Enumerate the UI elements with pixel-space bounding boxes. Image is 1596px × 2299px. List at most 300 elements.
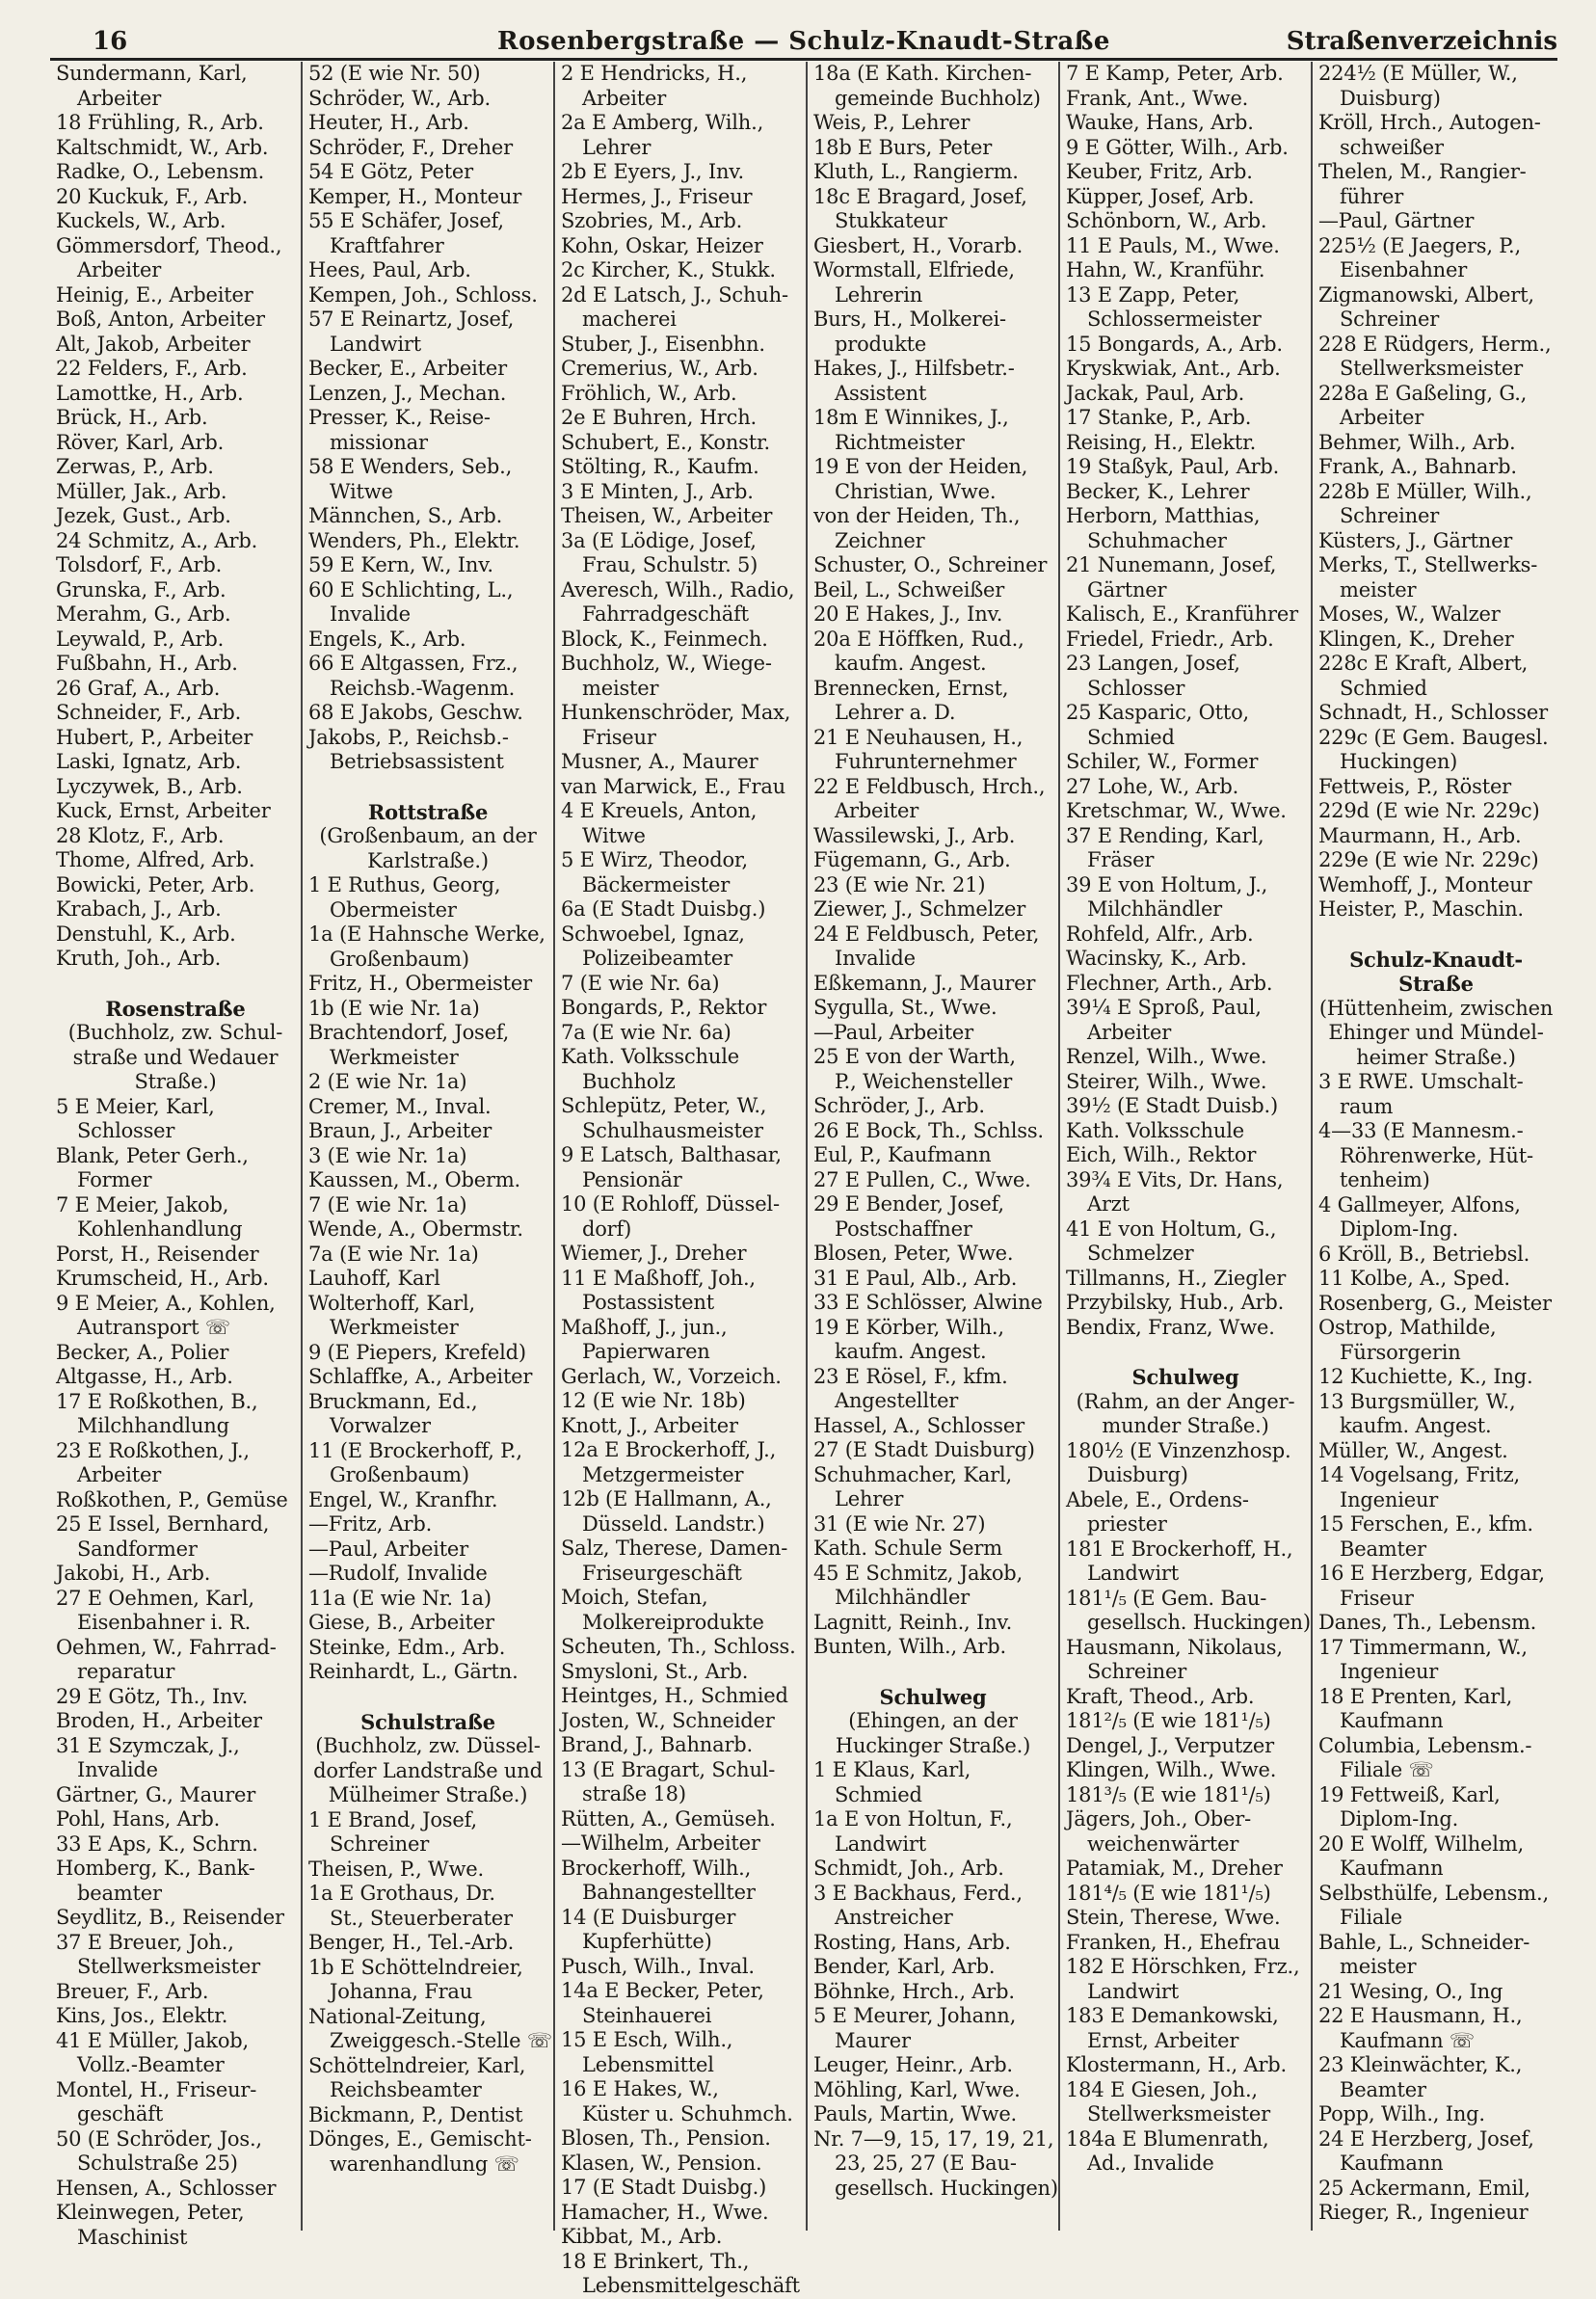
directory-line: Cremerius, W., Arb. [561, 357, 758, 380]
directory-line: Werkmeister [330, 1316, 459, 1339]
directory-line: reparatur [77, 1660, 175, 1683]
directory-line: 27 E Oehmen, Karl, [56, 1586, 254, 1610]
directory-line: priester [1087, 1512, 1167, 1536]
directory-line: Angestellter [835, 1389, 959, 1412]
directory-line: 228c E Kraft, Albert, [1318, 652, 1529, 675]
directory-line: P., Weichensteller [835, 1069, 1013, 1093]
directory-line: 13 E Zapp, Peter, [1066, 282, 1240, 307]
directory-line: 2 (E wie Nr. 1a) [308, 1070, 467, 1093]
directory-line: Przybilsky, Hub., Arb. [1066, 1291, 1285, 1314]
section-title: Straßenverzeichnis [1286, 27, 1557, 56]
column-6 [1313, 62, 1559, 2231]
directory-line: 9 E Meier, A., Kohlen, [56, 1291, 276, 1315]
directory-line: 39 E von Holtum, J., [1066, 872, 1268, 896]
directory-line: 12a E Brockerhoff, J., [561, 1438, 777, 1461]
directory-line: (Rahm, an der Anger- [1076, 1389, 1295, 1413]
directory-line: 2a E Amberg, Wilh., [561, 111, 764, 134]
directory-line: Landwirt [1087, 1979, 1180, 2003]
directory-line: beamter [77, 1881, 162, 1905]
directory-line: Heintges, H., Schmied [561, 1684, 788, 1707]
directory-line: Stellwerksmeister [77, 1955, 260, 1978]
directory-line: Schröder, F., Dreher [308, 135, 513, 159]
directory-line: Bowicki, Peter, Arb. [56, 872, 255, 896]
directory-line: Filiale ☏ [1340, 1758, 1434, 1781]
directory-line: 11 Kolbe, A., Sped. [1318, 1267, 1510, 1290]
directory-line: Assistent [835, 381, 927, 405]
directory-line: Wauke, Hans, Arb. [1066, 111, 1254, 134]
directory-line: 4 Gallmeyer, Alfons, [1318, 1192, 1521, 1216]
directory-line: Bunten, Wilh., Arb. [813, 1635, 1006, 1658]
directory-line: Großenbaum) [330, 1463, 469, 1486]
directory-line: 41 E Müller, Jakob, [56, 2028, 249, 2052]
directory-line: 26 Graf, A., Arb. [56, 676, 221, 700]
directory-line: Krabach, J., Arb. [56, 897, 222, 921]
directory-line: Eisenbahner [1340, 258, 1468, 281]
directory-line: Duisburg) [1340, 86, 1441, 110]
directory-line: Huckingen) [1340, 750, 1458, 773]
directory-line: —Paul, Gärtner [1318, 209, 1475, 232]
directory-line: 24 Schmitz, A., Arb. [56, 528, 258, 552]
directory-line: 20 Kuckuk, F., Arb. [56, 184, 249, 208]
directory-line: Columbia, Lebensm.- [1318, 1733, 1532, 1757]
directory-line: 7a (E wie Nr. 6a) [561, 1020, 732, 1044]
directory-line: Steinke, Edm., Arb. [308, 1635, 506, 1659]
directory-line: Männchen, S., Arb. [308, 504, 503, 527]
directory-line: Steirer, Wilh., Wwe. [1066, 1069, 1267, 1093]
directory-line: Brennecken, Ernst, [813, 676, 1009, 700]
directory-line: Kraftfahrer [330, 233, 444, 257]
directory-line: 1 E Ruthus, Georg, [308, 873, 501, 896]
directory-line: Hamacher, H., Wwe. [561, 2200, 769, 2224]
directory-line: 7 E Kamp, Peter, Arb. [1066, 62, 1284, 85]
directory-line: Eich, Wilh., Rektor [1066, 1143, 1257, 1166]
directory-line: Kaufmann [1340, 1857, 1444, 1880]
directory-line: 2d E Latsch, J., Schuh- [561, 282, 788, 307]
directory-line: 19 Fettweiß, Karl, [1318, 1782, 1501, 1806]
directory-line: Zweiggesch.-Stelle ☏ [330, 2029, 552, 2052]
directory-line: führer [1340, 184, 1404, 208]
directory-line: Landwirt [1087, 1562, 1180, 1585]
directory-line: Hassel, A., Schlosser [813, 1413, 1024, 1437]
directory-line: meister [582, 676, 659, 700]
directory-line: (Buchholz, zw. Schul- [67, 1021, 283, 1044]
directory-line: 183 E Demankowski, [1066, 2004, 1279, 2027]
directory-line: Klasen, W., Pension. [561, 2151, 762, 2175]
directory-line: Szobries, M., Arb. [561, 209, 743, 232]
directory-line: 31 E Paul, Alb., Arb. [813, 1266, 1018, 1290]
directory-line: macherei [582, 307, 677, 331]
directory-line: Christian, Wwe. [835, 479, 997, 503]
directory-line: Brockerhoff, Wilh., [561, 1856, 752, 1880]
directory-line: Weis, P., Lehrer [813, 111, 971, 134]
directory-line: Kath. Schule Serm [813, 1537, 1002, 1560]
directory-line: Musner, A., Maurer [561, 750, 758, 773]
directory-line: Ingenieur [1340, 1660, 1439, 1683]
directory-line: Milchhandlung [77, 1414, 229, 1437]
directory-line: 181⁴/₅ (E wie 181¹/₅) [1066, 1881, 1271, 1905]
directory-line: Brachtendorf, Josef, [308, 1021, 510, 1044]
directory-line: Stein, Therese, Wwe. [1066, 1906, 1281, 1929]
directory-line: —Paul, Arbeiter [813, 1020, 973, 1044]
directory-line: Hees, Paul, Arb. [308, 258, 471, 281]
directory-line: 1 E Brand, Josef, [308, 1807, 477, 1831]
directory-line: 41 E von Holtum, G., [1066, 1216, 1277, 1241]
directory-line: Friseur [1340, 1586, 1414, 1610]
directory-line: 39¾ E Vits, Dr. Hans, [1066, 1167, 1284, 1191]
directory-line: Pohl, Hans, Arb. [56, 1807, 221, 1831]
directory-line: 23 Kleinwächter, K., [1318, 2053, 1523, 2076]
directory-line: Klingen, K., Dreher [1318, 627, 1514, 651]
directory-line: Schneider, F., Arb. [56, 701, 242, 724]
directory-line: Schiler, W., Former [1066, 750, 1259, 773]
directory-line: Stellwerksmeister [1087, 2102, 1270, 2125]
directory-line: Stellwerksmeister [1340, 357, 1523, 380]
directory-line: Giese, B., Arbeiter [308, 1611, 494, 1634]
directory-line: Röver, Karl, Arb. [56, 430, 225, 454]
directory-line: (Hüttenheim, zwischen [1318, 996, 1554, 1020]
directory-line: Friseur [582, 725, 656, 749]
directory-line: Block, K., Feinmech. [561, 627, 768, 651]
directory-line: Grunska, F., Arb. [56, 577, 226, 601]
directory-line: Becker, A., Polier [56, 1340, 229, 1364]
directory-line: Scheuten, Th., Schloss. [561, 1635, 796, 1658]
directory-line: Fahrradgeschäft [582, 602, 749, 626]
directory-line: Maurmann, H., Arb. [1318, 823, 1522, 847]
directory-line: Kupferhütte) [582, 1930, 712, 1953]
directory-line: schweißer [1340, 135, 1444, 159]
directory-line: 26 E Bock, Th., Schlss. [813, 1118, 1044, 1142]
directory-line: Kleinwegen, Peter, [56, 2201, 245, 2224]
directory-line: 21 E Neuhausen, H., [813, 725, 1024, 749]
directory-line: Stölting, R., Kaufm. [561, 455, 759, 478]
directory-line: 23, 25, 27 (E Bau- [835, 2152, 1017, 2175]
directory-line: Rohfeld, Alfr., Arb. [1066, 922, 1254, 946]
directory-line: 29 E Bender, Josef, [813, 1192, 1004, 1216]
directory-line: 12b (E Hallmann, A., [561, 1487, 772, 1510]
directory-line: Küpper, Josef, Arb. [1066, 184, 1255, 208]
directory-line: Benger, H., Tel.-Arb. [308, 1931, 515, 1954]
directory-line: 15 Bongards, A., Arb. [1066, 332, 1283, 356]
directory-line: Hakes, J., Hilfsbetr.- [813, 357, 1015, 380]
directory-line: Ziewer, J., Schmelzer [813, 897, 1026, 921]
directory-line: kaufm. Angest. [835, 1340, 987, 1363]
directory-line: 22 E Feldbusch, Hrch., [813, 774, 1046, 798]
directory-line: Alt, Jakob, Arbeiter [56, 332, 251, 356]
directory-line: Straße.) [134, 1070, 217, 1093]
street-heading: Schulweg [1131, 1365, 1239, 1389]
directory-line: Kluth, L., Rangierm. [813, 160, 1019, 183]
directory-line: 13 Burgsmüller, W., [1318, 1389, 1516, 1413]
directory-line: Franken, H., Ehefrau [1066, 1930, 1281, 1954]
directory-line: Maßhoff, J., jun., [561, 1315, 728, 1339]
directory-line: 1b E Schöttelndreier, [308, 1955, 523, 1979]
directory-line: 33 E Schlösser, Alwine [813, 1291, 1043, 1314]
directory-line: 20 E Hakes, J., Inv. [813, 602, 1003, 626]
directory-line: Kretschmar, W., Wwe. [1066, 799, 1287, 822]
directory-line: 224½ (E Müller, W., [1318, 62, 1518, 85]
directory-line: Fräser [1087, 848, 1155, 871]
directory-line: 11 E Maßhoff, Joh., [561, 1266, 756, 1290]
directory-line: Postassistent [582, 1291, 714, 1314]
directory-line: 3a (E Lödige, Josef, [561, 528, 757, 552]
directory-line: 184 E Giesen, Joh., [1066, 2077, 1258, 2101]
directory-line: Invalide [330, 602, 411, 626]
directory-line: gesellsch. Huckingen) [1087, 1611, 1311, 1634]
directory-line: Landwirt [835, 1831, 927, 1856]
directory-line: 45 E Schmitz, Jakob, [813, 1561, 1023, 1585]
directory-line: 20 E Wolff, Wilhelm, [1318, 1831, 1524, 1856]
directory-line: Schulhausmeister [582, 1118, 763, 1142]
directory-line: Milchhändler [1087, 897, 1223, 921]
directory-line: Patamiak, M., Dreher [1066, 1857, 1283, 1880]
directory-line: Lehrer [582, 135, 652, 159]
directory-line: Frank, A., Bahnarb. [1318, 455, 1517, 478]
directory-line: Frau, Schulstr. 5) [582, 553, 758, 576]
directory-line: 20a E Höffken, Rud., [813, 627, 1024, 651]
directory-line: 25 Ackermann, Emil, [1318, 2176, 1530, 2200]
directory-line: Schönborn, W., Arb. [1066, 209, 1267, 232]
directory-line: Behmer, Wilh., Arb. [1318, 430, 1516, 454]
directory-line: Montel, H., Friseur- [56, 2077, 257, 2101]
directory-line: Thelen, M., Rangier- [1318, 160, 1527, 183]
directory-line: 17 E Roßkothen, B., [56, 1389, 258, 1413]
directory-line: Kaufmann ☏ [1340, 2028, 1475, 2052]
directory-line: geschäft [77, 2102, 164, 2125]
directory-line: 18b E Burs, Peter [813, 135, 993, 159]
directory-line: 11 (E Brockerhoff, P., [308, 1438, 522, 1462]
directory-line: 17 Timmermann, W., [1318, 1635, 1528, 1659]
directory-line: 228 E Rüdgers, Herm., [1318, 332, 1552, 356]
directory-line: Lehrer [835, 1487, 904, 1510]
directory-line: 28 Klotz, F., Arb. [56, 823, 225, 847]
directory-line: Gärtner [1087, 577, 1167, 601]
directory-line: Fügemann, G., Arb. [813, 848, 1011, 871]
directory-line: Seydlitz, B., Reisender [56, 1906, 284, 1929]
directory-line: 181 E Brockerhoff, H., [1066, 1537, 1293, 1561]
directory-line: Metzgermeister [582, 1462, 744, 1486]
directory-line: 3 E Minten, J., Arb. [561, 479, 754, 503]
directory-line: Rosting, Hans, Arb. [813, 1930, 1011, 1954]
directory-line: Leywald, P., Arb. [56, 627, 225, 651]
directory-line: Lehrer a. D. [835, 701, 956, 724]
directory-line: Altgasse, H., Arb. [56, 1365, 233, 1388]
directory-line: 18 E Prenten, Karl, [1318, 1684, 1513, 1708]
directory-line: Oehmen, W., Fahrrad- [56, 1635, 277, 1659]
directory-line: Böhnke, Hrch., Arb. [813, 1979, 1015, 2003]
directory-line: warenhandlung ☏ [330, 2152, 519, 2176]
directory-line: 7a (E wie Nr. 1a) [308, 1242, 479, 1266]
directory-line: Kemper, H., Monteur [308, 184, 522, 208]
directory-line: 15 E Esch, Wilh., [561, 2028, 733, 2051]
directory-line: Anstreicher [835, 1906, 953, 1929]
columns [50, 62, 1559, 2297]
directory-line: Fuhrunternehmer [835, 750, 1017, 773]
directory-line: 23 E Rösel, F., kfm. [813, 1364, 1008, 1388]
directory-line: 58 E Wenders, Seb., [308, 455, 513, 478]
directory-line: Beamter [1340, 1537, 1426, 1561]
directory-line: Ernst, Arbeiter [1087, 2028, 1239, 2052]
directory-line: kaufm. Angest. [835, 652, 987, 675]
directory-line: 33 E Aps, K., Schrn. [56, 1831, 258, 1856]
directory-line: Gärtner, G., Maurer [56, 1782, 256, 1806]
page-title: Rosenbergstraße — Schulz-Knaudt-Straße [497, 27, 1110, 56]
directory-line: Reising, H., Elektr. [1066, 430, 1257, 454]
directory-line: Schwoebel, Ignaz, [561, 922, 745, 946]
directory-line: Karlstraße.) [367, 848, 489, 872]
directory-line: Schmidt, Joh., Arb. [813, 1857, 1004, 1880]
directory-line: 181²/₅ (E wie 181¹/₅) [1066, 1709, 1271, 1732]
directory-line: 37 E Breuer, Joh., [56, 1930, 234, 1954]
directory-line: Burs, H., Molkerei- [813, 307, 1006, 331]
directory-line: Schreiner [1087, 1660, 1187, 1683]
street-heading: Schulz-Knaudt- [1349, 947, 1523, 972]
directory-line: Schuhmacher [1087, 528, 1227, 552]
directory-line: Keuber, Fritz, Arb. [1066, 160, 1253, 183]
directory-line: Homberg, K., Bank- [56, 1857, 255, 1880]
directory-line: Hahn, W., Kranführ. [1066, 258, 1265, 281]
directory-line: Buchholz, W., Wiege- [561, 652, 772, 675]
directory-line: 9 (E Piepers, Krefeld) [308, 1340, 526, 1364]
directory-line: Bender, Karl, Arb. [813, 1955, 996, 1978]
directory-line: Arbeiter [1340, 406, 1424, 429]
directory-line: 7 (E wie Nr. 6a) [561, 971, 720, 995]
directory-line: Rütten, A., Gemüseh. [561, 1806, 776, 1831]
directory-line: 18m E Winnikes, J., [813, 406, 1009, 429]
directory-line: 13 (E Bragart, Schul- [561, 1757, 776, 1781]
directory-line: Abele, E., Ordens- [1066, 1487, 1249, 1511]
directory-line: 22 Felders, F., Arb. [56, 357, 248, 380]
directory-line: Arbeiter [77, 258, 162, 281]
directory-line: Hunkenschröder, Max, [561, 701, 791, 724]
directory-line: Jakobs, P., Reichsb.- [308, 725, 509, 749]
directory-line: Bongards, P., Rektor [561, 996, 767, 1019]
directory-line: 14a E Becker, Peter, [561, 1979, 764, 2002]
directory-line: Obermeister [330, 897, 457, 922]
directory-line: Kibbat, M., Arb. [561, 2225, 723, 2248]
directory-line: Küster u. Schuhmch. [582, 2101, 793, 2125]
directory-line: Bendix, Franz, Wwe. [1066, 1315, 1275, 1339]
directory-line: 16 E Herzberg, Edgar, [1318, 1562, 1545, 1585]
directory-line: 12 (E wie Nr. 18b) [561, 1389, 746, 1412]
directory-line: Engels, K., Arb. [308, 627, 466, 651]
directory-line: 39½ (E Stadt Duisb.) [1066, 1094, 1279, 1117]
street-heading: Straße [1398, 972, 1474, 996]
directory-line: Knott, J., Arbeiter [561, 1413, 738, 1437]
spacer [1318, 922, 1554, 948]
directory-line: Zeichner [835, 528, 925, 552]
directory-line: Schöttelndreier, Karl, [308, 2053, 526, 2077]
column-4 [808, 62, 1060, 2231]
directory-line: Ingenieur [1340, 1487, 1439, 1511]
directory-line: 12 Kuchiette, K., Ing. [1318, 1365, 1533, 1388]
directory-line: Zigmanowski, Albert, [1318, 282, 1534, 307]
directory-line: Josten, W., Schneider [561, 1708, 775, 1732]
directory-line: gemeinde Buchholz) [835, 86, 1041, 110]
directory-line: Jakobi, H., Arb. [56, 1562, 211, 1585]
directory-line: Müller, W., Angest. [1318, 1438, 1508, 1462]
directory-line: Moich, Stefan, [561, 1586, 708, 1609]
directory-line: Danes, Th., Lebensm. [1318, 1611, 1537, 1634]
directory-line: Averesch, Wilh., Radio, [561, 577, 795, 601]
directory-line: Eul, P., Kaufmann [813, 1143, 992, 1166]
directory-line: Herborn, Matthias, [1066, 504, 1261, 527]
directory-line: Witwe [330, 479, 393, 503]
directory-line: Betriebsassistent [330, 750, 504, 773]
directory-line: Molkereiprodukte [582, 1610, 764, 1634]
directory-line: 66 E Altgassen, Frz., [308, 652, 519, 675]
directory-line: Brück, H., Arb. [56, 406, 208, 429]
directory-line: Schröder, J., Arb. [813, 1094, 985, 1117]
directory-line: Arbeiter [77, 1463, 162, 1486]
directory-line: 27 E Pullen, C., Wwe. [813, 1167, 1031, 1191]
directory-line: Gerlach, W., Vorzeich. [561, 1364, 782, 1388]
directory-line: Lagnitt, Reinh., Inv. [813, 1610, 1013, 1634]
directory-line: Wemhoff, J., Monteur [1318, 872, 1532, 896]
directory-line: Reichsbeamter [330, 2078, 482, 2101]
directory-line: Presser, K., Reise- [308, 406, 491, 429]
directory-line: Landwirt [330, 332, 422, 356]
directory-line: 182 E Hörschken, Frz., [1066, 1955, 1300, 1978]
directory-line: 24 E Feldbusch, Peter, [813, 922, 1040, 946]
directory-line: Engel, W., Kranfhr. [308, 1487, 498, 1511]
directory-line: Schuhmacher, Karl, [813, 1462, 1012, 1486]
directory-line: (Buchholz, zw. Düssel- [315, 1734, 541, 1757]
directory-line: Arbeiter [1087, 1020, 1172, 1044]
directory-line: Schlossermeister [1087, 307, 1262, 331]
street-heading: Schulweg [879, 1684, 987, 1709]
directory-line: Klingen, Wilh., Wwe. [1066, 1758, 1277, 1781]
directory-line: Eisenbahner i. R. [77, 1611, 252, 1634]
directory-line: Dengel, J., Verputzer [1066, 1733, 1274, 1757]
page-number: 16 [93, 27, 128, 56]
directory-line: 68 E Jakobs, Geschw. [308, 701, 523, 724]
directory-line: Merahm, G., Arb. [56, 602, 231, 626]
directory-line: Schuster, O., Schreiner [813, 553, 1048, 576]
directory-line: 2 E Hendricks, H., [561, 62, 748, 85]
spacer [308, 1685, 547, 1710]
directory-line: Becker, K., Lehrer [1066, 479, 1250, 503]
directory-line: Hausmann, Nikolaus, [1066, 1635, 1283, 1659]
directory-line: Lamottke, H., Arb. [56, 381, 244, 405]
directory-line: 2b E Eyers, J., Inv. [561, 160, 744, 183]
directory-line: Fettweis, P., Röster [1318, 774, 1512, 798]
directory-line: Reichsb.-Wagenm. [330, 676, 516, 700]
directory-line: Blank, Peter Gerh., [56, 1143, 249, 1167]
directory-line: Schlosser [1087, 676, 1185, 700]
directory-line: Thome, Alfred, Arb. [56, 848, 255, 871]
directory-line: van Marwick, E., Frau [561, 774, 785, 798]
directory-line: Hermes, J., Friseur [561, 184, 753, 208]
directory-line: Jackak, Paul, Arb. [1066, 381, 1245, 405]
directory-line: 50 (E Schröder, Jos., [56, 2126, 262, 2151]
directory-line: Blosen, Peter, Wwe. [813, 1242, 1014, 1265]
spacer [308, 775, 547, 800]
directory-line: Kruth, Joh., Arb. [56, 947, 222, 970]
directory-line: Schlosser [77, 1119, 175, 1142]
directory-line: Laski, Ignatz, Arb. [56, 750, 242, 773]
directory-line: 1b (E wie Nr. 1a) [308, 996, 480, 1020]
directory-line: 18a (E Kath. Kirchen- [813, 62, 1032, 85]
directory-line: Röhrenwerke, Hüt- [1340, 1143, 1533, 1167]
directory-line: Invalide [835, 947, 916, 970]
directory-line: Renzel, Wilh., Wwe. [1066, 1045, 1267, 1068]
directory-line: Frank, Ant., Wwe. [1066, 86, 1249, 110]
directory-line: Friedel, Friedr., Arb. [1066, 627, 1274, 651]
directory-line: 3 (E wie Nr. 1a) [308, 1143, 467, 1167]
directory-line: 17 Stanke, P., Arb. [1066, 406, 1252, 429]
directory-line: dorfer Landstraße und [313, 1758, 543, 1782]
directory-line: Buchholz [582, 1069, 676, 1093]
